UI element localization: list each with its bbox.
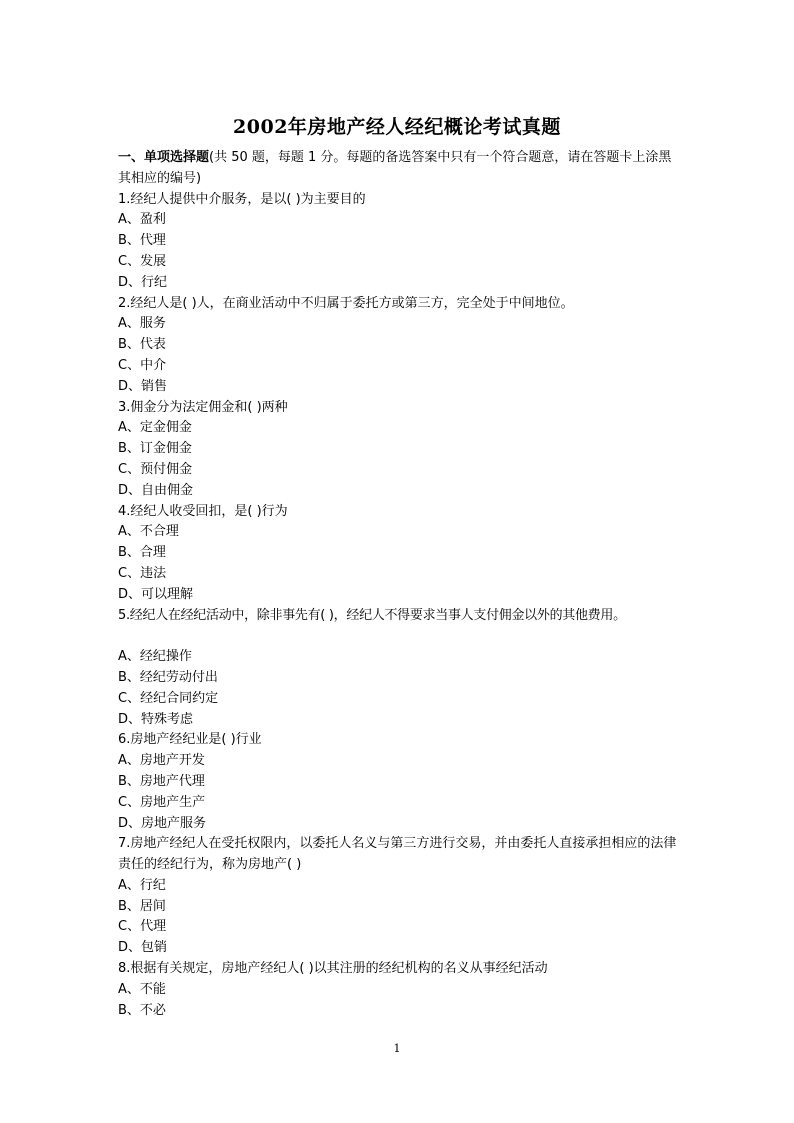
section-label: 一、单项选择题 bbox=[118, 150, 210, 165]
question-option: A、定金佣金 bbox=[118, 420, 192, 436]
question-option: B、居间 bbox=[118, 898, 166, 914]
question-option: D、行纪 bbox=[118, 274, 168, 290]
question-option: A、盈利 bbox=[118, 212, 166, 228]
question-option: B、订金佣金 bbox=[118, 441, 192, 457]
question-option: C、预付佣金 bbox=[118, 461, 193, 477]
question-option: D、销售 bbox=[118, 378, 168, 394]
question-option: B、经纪劳动付出 bbox=[118, 669, 218, 685]
question-option: D、自由佣金 bbox=[118, 482, 194, 498]
question-option: D、包销 bbox=[118, 940, 168, 956]
section-header bbox=[118, 148, 678, 190]
question-option: B、不必 bbox=[118, 1002, 166, 1018]
question-option: A、服务 bbox=[118, 316, 166, 332]
question-option: D、房地产服务 bbox=[118, 815, 207, 831]
page-number: 1 bbox=[393, 1042, 401, 1055]
question-stem: 2.经纪人是( )人，在商业活动中不归属于委托方或第三方，完全处于中间地位。 bbox=[118, 295, 574, 311]
question-option: C、发展 bbox=[118, 253, 167, 269]
question-option: B、合理 bbox=[118, 545, 166, 561]
question-stem: 7.房地产经纪人在受托权限内，以委托人名义与第三方进行交易，并由委托人直接承担相应的法律责任的经纪行为，称为房地产( ) bbox=[118, 836, 677, 873]
question-stem: 5.经纪人在经纪活动中，除非事先有( )，经纪人不得要求当事人支付佣金以外的其他费用。 bbox=[118, 607, 626, 623]
document-title: 2002年房地产经人经纪概论考试真题 bbox=[233, 116, 561, 138]
question-option: C、违法 bbox=[118, 565, 167, 581]
question-option: D、特殊考虑 bbox=[118, 711, 194, 727]
question-stem: 6.房地产经纪业是( )行业 bbox=[118, 732, 262, 748]
question-option: A、不合理 bbox=[118, 524, 179, 540]
question-stem: 4.经纪人收受回扣，是( )行为 bbox=[118, 503, 288, 519]
question-option: C、房地产生产 bbox=[118, 794, 206, 810]
question-option: C、中介 bbox=[118, 357, 167, 373]
question-option: A、不能 bbox=[118, 981, 166, 997]
question-stem: 8.根据有关规定，房地产经纪人( )以其注册的经纪机构的名义从事经纪活动 bbox=[118, 961, 548, 977]
question-option: C、经纪合同约定 bbox=[118, 690, 219, 706]
document-body bbox=[118, 148, 678, 1021]
section-instruction: (共 50 题，每题 1 分。每题的备选答案中只有一个符合题意，请在答题卡上涂黑其相应的编号) bbox=[118, 150, 672, 186]
question-option: A、房地产开发 bbox=[118, 753, 205, 769]
blank-line bbox=[118, 626, 678, 647]
question-option: A、行纪 bbox=[118, 877, 166, 893]
question-option: D、可以理解 bbox=[118, 586, 194, 602]
question-option: C、代理 bbox=[118, 919, 167, 935]
question-option: B、房地产代理 bbox=[118, 773, 205, 789]
question-option: B、代表 bbox=[118, 337, 166, 353]
question-stem: 1.经纪人提供中介服务，是以( )为主要目的 bbox=[118, 191, 366, 207]
question-option: A、经纪操作 bbox=[118, 649, 192, 665]
question-option: B、代理 bbox=[118, 233, 166, 249]
question-stem: 3.佣金分为法定佣金和( )两种 bbox=[118, 399, 288, 415]
